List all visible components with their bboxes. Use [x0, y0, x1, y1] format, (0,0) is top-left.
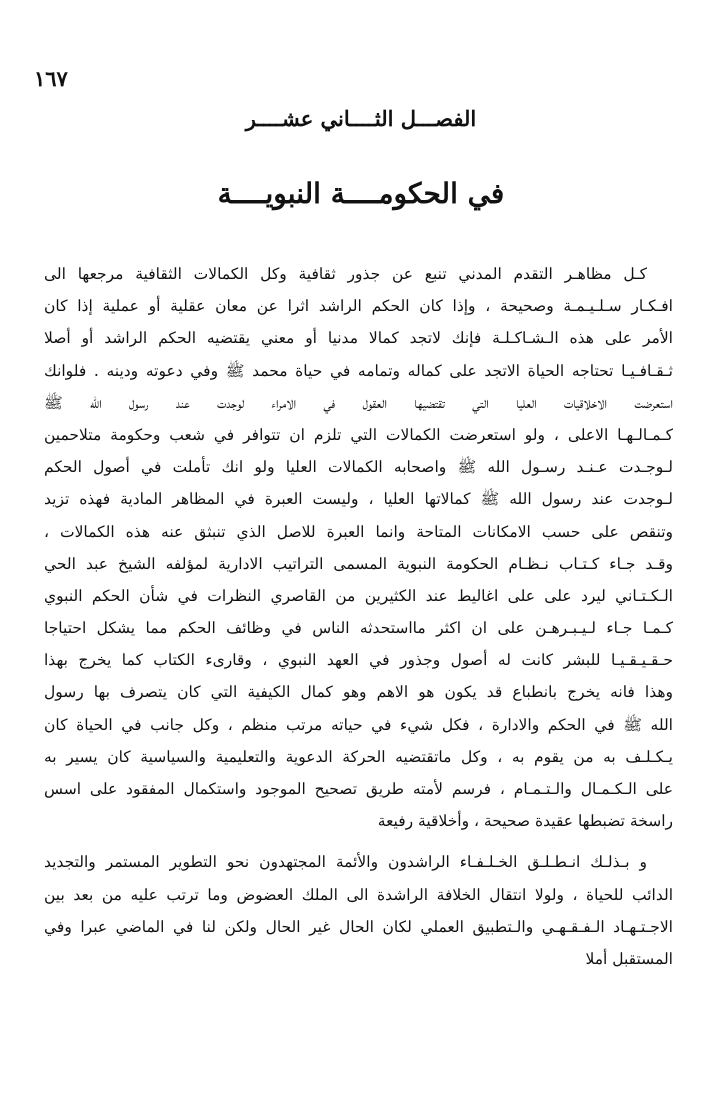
paragraph-1 — [44, 258, 673, 837]
paragraph-spacer — [44, 837, 673, 846]
text-line: لـوجدت عند رسول الله ﷺ كمالاتها العليا ، وليست العبرة في المظاهر المادية فهذه تزيد — [44, 490, 673, 509]
text-line: الدائب للحياة ، ولولا انتقال الخلافة الراشدة الى الملك العضوض وما ترتب عليه من بعد بين — [44, 885, 673, 904]
text-line: على الـكـمـال والـتـمـام ، فرسم لأمته طريق تصحيح الموجود واستكمال المفقود على اسس — [44, 780, 673, 798]
text-line: وقـد جـاء كـتـاب نـظـام الحكومة النبوية المسمى التراتيب الادارية لمؤلفه الشيخ عبد الحي — [44, 554, 673, 573]
text-line: يـكـلـف به من يقوم به ، وكل ماتقتضيه الحركة الدعوية والتعليمية والسياسية كان يسير به — [44, 747, 673, 766]
text-line: الـكـتـاني ليرد على على اغاليط عند الكثيرين من القاصري النظرات في شأن الحكم النبوي — [44, 586, 673, 605]
text-line: كـل مظاهـر التقدم المدني تنبع عن جذور ثقافية وكل الكمالات الثقافية مرجعها الى — [44, 265, 647, 283]
paragraph-2 — [44, 846, 673, 975]
page-number: ١٦٧ — [34, 66, 68, 91]
text-line: ثـقـافـيـا تحتاجه الحياة الاتجد على كماله وتمامه في حياة محمد ﷺ وفي دعوته ودينه . فلوانك — [44, 361, 673, 380]
text-line: حـقـيـقـيـا للبشر كانت له أصول وجذور في العهد النبوي ، وقارىء الكتاب كما يخرج بهذا — [44, 651, 673, 670]
text-line: راسخة تضبطها عقيدة صحيحة ، وأخلاقية رفيعة — [377, 812, 673, 831]
chapter-heading: في الحكومــــة النبويــــة — [217, 177, 505, 210]
text-line: المستقبل أملا — [585, 949, 673, 968]
text-line: كـمـالـهـا الاعلى ، ولو استعرضت الكمالات التي تلزم ان تتوافر في شعب وحكومة متلاحمين — [44, 425, 673, 444]
chapter-title: الفصـــل الثــــاني عشــــر — [245, 106, 477, 131]
text-line: استعرضت الاخلاقيات العليا التي تقتضيها العقول في الامراء لوجدت عند رسول الله ﷺ — [44, 393, 673, 412]
body-text — [44, 258, 673, 975]
text-line: لـوجـدت عـنـد رسـول الله ﷺ واصحابه الكمالات العليا ولو انك تأملت في أصول الحكم — [44, 458, 673, 477]
text-line: كـمـا جـاء لـيـبـرهـن على ان اكثر مااستحدثه الناس في وظائف الحكم مما يشكل احتياجا — [44, 619, 673, 638]
text-line: الأمر على هذه الـشـاكـلـة فإنك لاتجد كمالا مدنيا أو معني يقتضيه الحكم الراشد أو أصلا — [44, 329, 673, 348]
text-line: الاجـتـهـاد الـفـقـهـي والـتطبيق العملي لكان الحال غير الحال ولكن لنا في الماضي عبرا وفي — [44, 917, 673, 936]
text-line: وتنقص على حسب الامكانات المتاحة وانما العبرة للاصل الذي تنبثق عنه هذه الكمالات ، — [44, 522, 673, 541]
text-line: و بـذلـك انـطـلـق الخـلـفـاء الراشدون والأئمة المجتهدون نحو التطوير المستمر والتجديد — [44, 853, 647, 872]
text-line: وهذا فانه يخرج بانطباع قد يكون هو الاهم وهو كمال الكيفية التي كان يتصرف بها رسول — [44, 683, 673, 702]
text-line: الله ﷺ في الحكم والادارة ، فكل شيء في حياته مرتب منظم ، وكل جانب في الحياة كان — [44, 715, 673, 734]
text-line: افـكـار سـلـيـمـة وصحيحة ، وإذا كان الحكم الراشد اثرا عن معان عقلية أو عملية إذا كان — [44, 297, 673, 316]
